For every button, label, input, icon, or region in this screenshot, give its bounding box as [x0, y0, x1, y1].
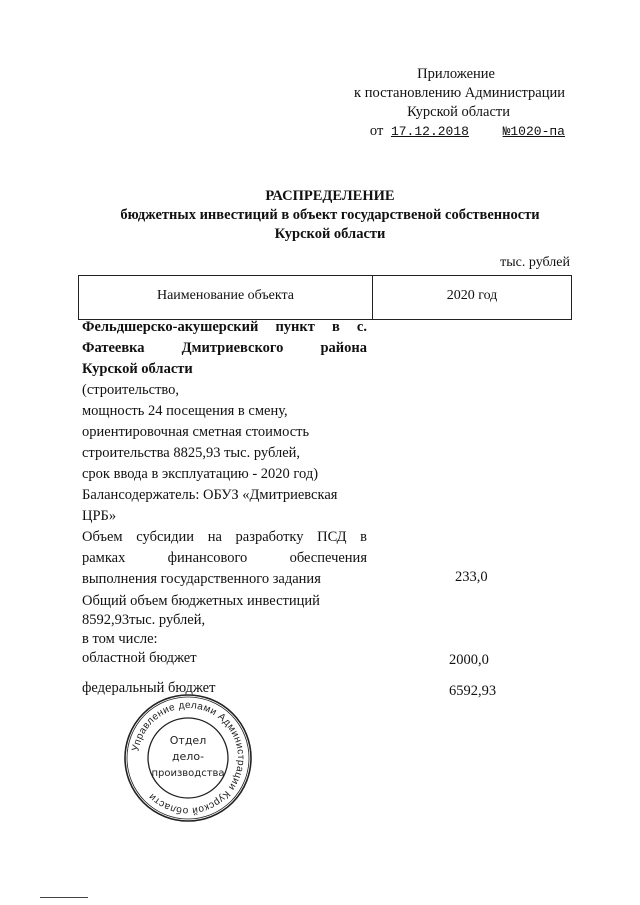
- object-name-line-3: Курской области: [82, 361, 193, 377]
- document-subtitle-region: Курской области: [274, 226, 386, 242]
- region-name: Курской области: [407, 104, 510, 120]
- object-name-line-2: Фатеевка Дмитриевского района: [82, 340, 367, 356]
- balance-holder-line-2: ЦРБ»: [82, 508, 117, 524]
- document-subtitle: бюджетных инвестиций в объект государственой собственности: [120, 207, 540, 223]
- regional-budget-label: областной бюджет: [82, 650, 197, 666]
- regional-budget-value: 2000,0: [449, 652, 489, 668]
- balance-holder-line-1: Балансодержатель: ОБУЗ «Дмитриевская: [82, 487, 338, 503]
- object-desc-line-2: мощность 24 посещения в смену,: [82, 403, 288, 419]
- column-header-year: 2020 год: [446, 288, 498, 303]
- subsidy-value: 233,0: [455, 569, 488, 585]
- office-stamp: [122, 692, 254, 824]
- total-line-3: в том числе:: [82, 631, 158, 647]
- subsidy-line-1: Объем субсидии на разработку ПСД в: [82, 529, 367, 545]
- stamp-center-line-2: дело-: [171, 750, 205, 763]
- federal-budget-label: федеральный бюджет: [82, 680, 216, 696]
- footer-rule: [40, 897, 88, 898]
- stamp-center-line-3: производства: [151, 768, 225, 779]
- units-label: тыс. рублей: [500, 255, 570, 270]
- stamp-ring-text: Управление делами Администрации Курской области: [130, 699, 247, 817]
- total-line-1: Общий объем бюджетных инвестиций: [82, 593, 320, 609]
- total-line-2: 8592,93тыс. рублей,: [82, 612, 206, 628]
- stamp-center-line-1: Отдел: [169, 734, 207, 747]
- resolution-date: 17.12.2018: [390, 124, 469, 139]
- object-desc-line-4: строительства 8825,93 тыс. рублей,: [82, 445, 301, 461]
- date-prefix: от: [369, 123, 384, 139]
- federal-budget-value: 6592,93: [449, 683, 497, 699]
- resolution-number: №1020-па: [502, 124, 565, 139]
- appendix-header: [330, 65, 565, 141]
- resolution-reference: к постановлению Администрации: [354, 85, 565, 101]
- table-header: [78, 275, 572, 320]
- subsidy-line-2: рамках финансового обеспечения: [82, 550, 367, 566]
- object-desc-line-5: срок ввода в эксплуатацию - 2020 год): [82, 466, 319, 482]
- subsidy-line-3: выполнения государственного задания: [82, 571, 321, 587]
- object-desc-line-3: ориентировочная сметная стоимость: [82, 424, 310, 440]
- document-title: РАСПРЕДЕЛЕНИЕ: [265, 188, 395, 204]
- object-desc-line-1: (строительство,: [82, 382, 180, 398]
- column-header-object: Наименование объекта: [156, 288, 295, 303]
- date-number-line: [330, 122, 565, 141]
- appendix-label: Приложение: [417, 66, 495, 82]
- object-name-line-1: Фельдшерско-акушерский пункт в с.: [82, 319, 367, 335]
